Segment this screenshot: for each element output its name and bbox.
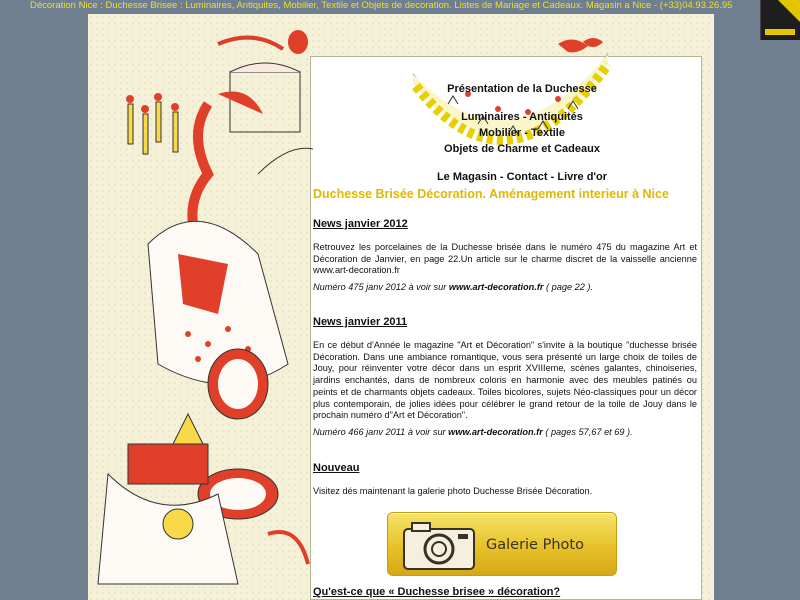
- corner-badge[interactable]: [760, 0, 800, 40]
- section-heading-question[interactable]: Qu'est-ce que « Duchesse brisee » décoration?: [313, 586, 561, 598]
- news-body: Retrouvez les porcelaines de la Duchesse brisée dans le numéro 475 du magazine Art et Décoration de Janvier, en page 22.Un article sur le charme discret de la vaisselle ancienne www.art-decoration.fr: [313, 242, 697, 276]
- news-heading: News janvier 2012: [313, 218, 408, 230]
- nav-categories-line3: Objets de Charme et Cadeaux: [444, 143, 600, 155]
- nav-categories-line2: Mobilier - Textile: [479, 127, 565, 139]
- news-reference: Numéro 466 janv 2011 à voir sur www.art-decoration.fr ( pages 57,67 et 69 ).: [313, 426, 633, 437]
- news-heading: News janvier 2011: [313, 316, 408, 328]
- nav-separator: -: [547, 171, 558, 183]
- corner-fold-icon: [778, 0, 800, 22]
- site-banner: Décoration Nice : Duchesse Brisee : Luminaires, Antiquites, Mobilier, Textile et Objets de decoration. Listes de Mariage et Cadeaux. Magasin a Nice - (+33)04.93.26.95: [30, 0, 733, 11]
- camera-icon: [400, 519, 478, 573]
- news-body: En ce début d'Année le magazine "Art et Décoration" s'invite à la boutique "duchesse brisée Décoration. Dans une ambiance romantique, vous sera présenté un large choix de toiles de Jouy, pour réinventer votre décor dans un esprit XVIIIeme, scènes galantes, chinoiseries, jardins enchantés, dans de nombreux coloris en harmonie avec des meubles patinés ou peints et de charmants objets cadeaux. Toiles bicolores, sujets Néo-classiques pour un décor plus contemporain, de jolies idées pour célébrer le grand retour de la toile de Jouy dans le prochain numéro d"Art et Décoration".: [313, 340, 697, 421]
- corner-bar-icon: [765, 29, 795, 35]
- news-item: [313, 316, 697, 438]
- news-reference-link[interactable]: www.art-decoration.fr: [448, 426, 543, 437]
- news-reference: Numéro 475 janv 2012 à voir sur www.art-decoration.fr ( page 22 ).: [313, 282, 593, 293]
- gallery-button-label: Galerie Photo: [486, 537, 584, 553]
- news-heading: Nouveau: [313, 462, 360, 474]
- site-navigation: [420, 81, 624, 185]
- news-reference-link[interactable]: www.art-decoration.fr: [448, 282, 544, 293]
- nav-categories-line1: Luminaires - Antiquités: [461, 111, 583, 123]
- nav-link-livre-dor[interactable]: Livre d'or: [557, 171, 608, 183]
- gallery-photo-button[interactable]: [387, 512, 617, 576]
- nav-link-magasin[interactable]: Le Magasin: [436, 171, 497, 183]
- nav-separator: -: [496, 171, 507, 183]
- news-item: [313, 462, 697, 498]
- nav-link-presentation[interactable]: Présentation de la Duchesse: [447, 83, 597, 95]
- page-title: Duchesse Brisée Décoration. Aménagement interieur à Nice: [313, 187, 669, 201]
- news-item: [313, 218, 697, 293]
- nav-link-contact[interactable]: Contact: [506, 171, 548, 183]
- news-body: Visitez dés maintenant la galerie photo Duchesse Brisée Décoration.: [313, 486, 593, 496]
- duchess-illustration: [88, 24, 318, 600]
